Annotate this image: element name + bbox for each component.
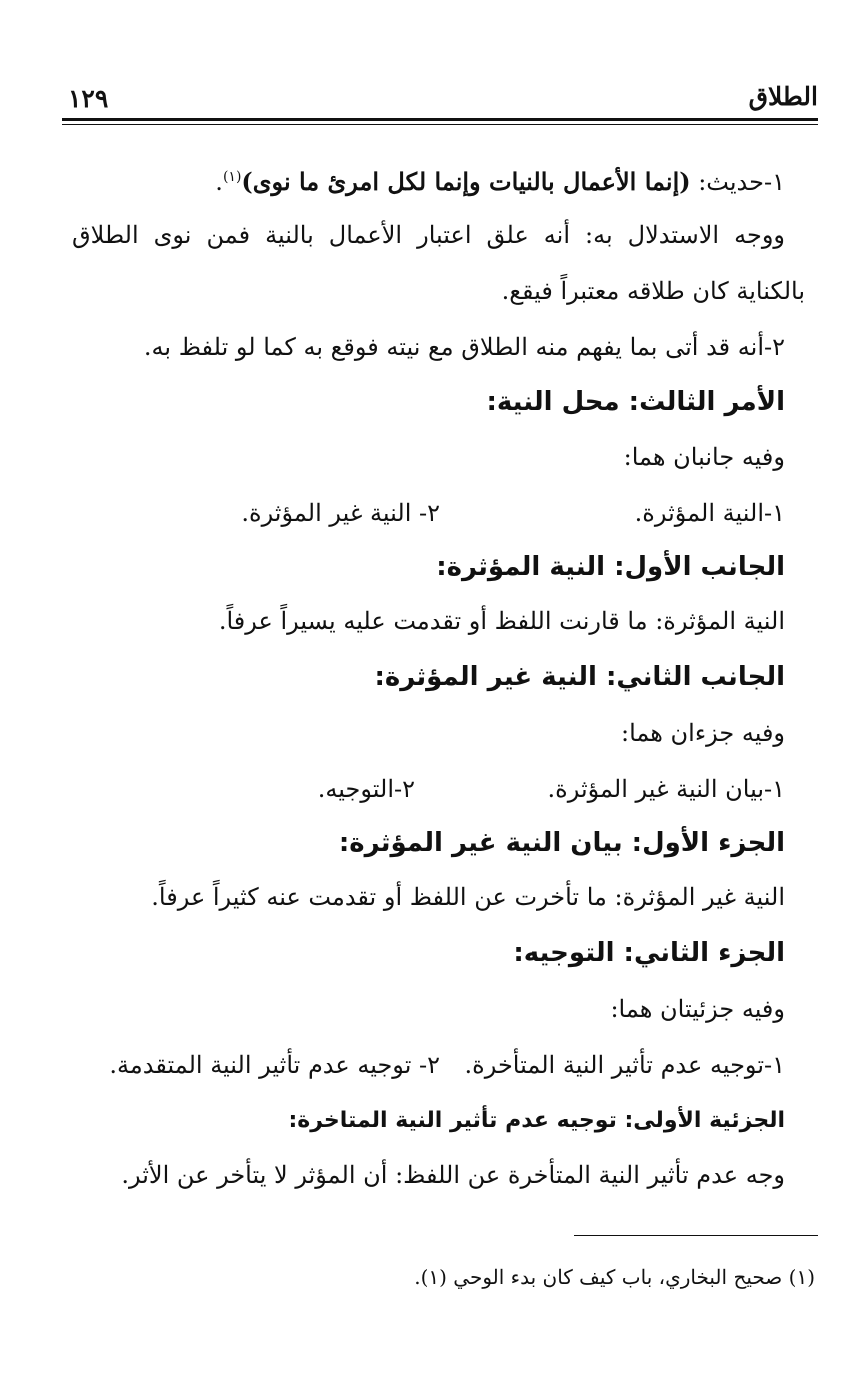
- chapter-title: الطلاق: [748, 82, 818, 111]
- hadith-quote: (إنما الأعمال بالنيات وإنما لكل امرئ ما نوى): [241, 167, 691, 196]
- hadith-line: [215, 160, 785, 199]
- subsection-heading: الجزئية الأولى: توجيه عدم تأثير النية المتاخرة:: [288, 1108, 785, 1133]
- header-rule-thick: [62, 118, 818, 121]
- paragraph-line: وفيه جزئيتان هما:: [610, 995, 785, 1023]
- footnote-rule: [574, 1235, 818, 1236]
- footnote-ref: (١): [222, 169, 242, 185]
- paragraph-line: وفيه جانبان هما:: [623, 443, 785, 471]
- footnote: (١) صحيح البخاري، باب كيف كان بدء الوحي (١).: [414, 1265, 815, 1289]
- list-item: ١-بيان النية غير المؤثرة.: [547, 775, 785, 803]
- hadith-prefix: ١-حديث:: [690, 168, 785, 196]
- section-heading: الجزء الثاني: التوجيه:: [513, 938, 785, 968]
- list-item: ١-النية المؤثرة.: [634, 499, 785, 527]
- header-rule-thin: [62, 124, 818, 125]
- section-heading: الجانب الثاني: النية غير المؤثرة:: [374, 662, 785, 692]
- running-header: [62, 82, 818, 122]
- page-number: ١٢٩: [68, 84, 109, 113]
- paragraph-line: ٢-أنه قد أتى بما يفهم منه الطلاق مع نيته فوقع به كما لو تلفظ به.: [143, 333, 785, 361]
- list-item: ٢- النية غير المؤثرة.: [241, 499, 440, 527]
- paragraph-line: النية المؤثرة: ما قارنت اللفظ أو تقدمت عليه يسيراً عرفاً.: [218, 607, 785, 635]
- paragraph-line: ووجه الاستدلال به: أنه علق اعتبار الأعمال بالنية فمن نوى الطلاق: [72, 221, 785, 249]
- list-item: ٢-التوجيه.: [317, 775, 415, 803]
- list-row: [105, 1048, 785, 1082]
- section-heading: الجزء الأول: بيان النية غير المؤثرة:: [338, 828, 785, 858]
- list-row: [165, 772, 785, 806]
- list-item: ١-توجيه عدم تأثير النية المتأخرة.: [464, 1051, 785, 1079]
- section-heading: الأمر الثالث: محل النية:: [486, 387, 785, 417]
- paragraph-line: النية غير المؤثرة: ما تأخرت عن اللفظ أو تقدمت عنه كثيراً عرفاً.: [151, 883, 785, 911]
- list-row: [165, 496, 785, 530]
- paragraph-line: بالكناية كان طلاقه معتبراً فيقع.: [501, 277, 805, 305]
- hadith-end: .: [215, 168, 223, 196]
- paragraph-line: وجه عدم تأثير النية المتأخرة عن اللفظ: أن المؤثر لا يتأخر عن الأثر.: [121, 1161, 785, 1189]
- list-item: ٢- توجيه عدم تأثير النية المتقدمة.: [109, 1051, 440, 1079]
- section-heading: الجانب الأول: النية المؤثرة:: [436, 552, 785, 582]
- paragraph-line: وفيه جزءان هما:: [620, 719, 785, 747]
